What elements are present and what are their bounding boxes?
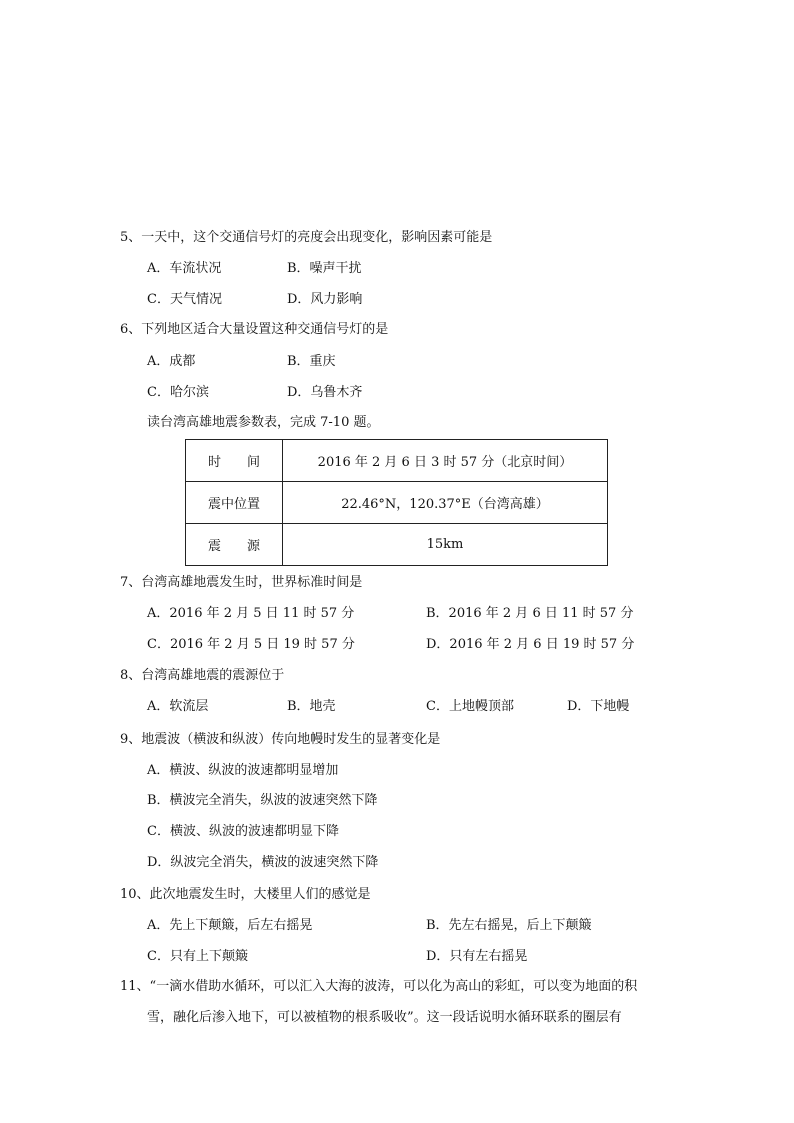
question-11-stem-line-1: 11、“一滴水借助水循环，可以汇入大海的波涛，可以化为高山的彩虹，可以变为地面的积 [120, 979, 638, 994]
question-10-option-c: C．只有上下颠簸 [147, 949, 248, 964]
question-8-stem: 8、台湾高雄地震的震源位于 [120, 668, 285, 683]
table-value-time: 2016 年 2 月 6 日 3 时 57 分（北京时间） [283, 440, 608, 482]
question-7-stem: 7、台湾高雄地震发生时，世界标准时间是 [120, 575, 363, 590]
question-9-stem: 9、地震波（横波和纵波）传向地幔时发生的显著变化是 [120, 732, 441, 747]
table-intro: 读台湾高雄地震参数表，完成 7-10 题。 [147, 415, 380, 430]
question-9-option-b: B．横波完全消失，纵波的波速突然下降 [147, 793, 378, 808]
table-row [186, 482, 608, 524]
question-8-option-d: D．下地幔 [567, 699, 630, 714]
table-row [186, 524, 608, 566]
question-6-option-d: D．乌鲁木齐 [287, 385, 363, 400]
question-7-option-c: C．2016 年 2 月 5 日 19 时 57 分 [147, 637, 355, 652]
earthquake-parameter-table [185, 439, 608, 566]
question-5-option-a: A．车流状况 [147, 261, 222, 276]
question-10-option-a: A．先上下颠簸，后左右摇晃 [147, 918, 313, 933]
question-6-option-c: C．哈尔滨 [147, 385, 209, 400]
table-row [186, 440, 608, 482]
question-5-stem: 5、一天中，这个交通信号灯的亮度会出现变化，影响因素可能是 [120, 230, 493, 245]
table-value-epicenter: 22.46°N，120.37°E（台湾高雄） [283, 482, 608, 524]
question-9-option-c: C．横波、纵波的波速都明显下降 [147, 824, 339, 839]
question-10-option-b: B．先左右摇晃，后上下颠簸 [426, 918, 592, 933]
question-10-option-d: D．只有左右摇晃 [426, 949, 528, 964]
question-6-option-b: B．重庆 [287, 354, 336, 369]
question-5-option-d: D．风力影响 [287, 292, 363, 307]
table-value-focus: 15km [283, 524, 608, 566]
table-key-epicenter: 震中位置 [186, 482, 283, 524]
table-key-focus: 震 源 [186, 524, 283, 566]
question-9-option-d: D．纵波完全消失，横波的波速突然下降 [147, 855, 379, 870]
question-6-option-a: A．成都 [147, 354, 196, 369]
question-7-option-a: A．2016 年 2 月 5 日 11 时 57 分 [147, 606, 355, 621]
question-7-option-b: B．2016 年 2 月 6 日 11 时 57 分 [426, 606, 634, 621]
table-key-time: 时 间 [186, 440, 283, 482]
question-6-stem: 6、下列地区适合大量设置这种交通信号灯的是 [120, 322, 389, 337]
question-5-option-b: B．噪声干扰 [287, 261, 362, 276]
question-11-stem-line-2: 雪，融化后渗入地下，可以被植物的根系吸收”。这一段话说明水循环联系的圈层有 [147, 1010, 622, 1025]
question-9-option-a: A．横波、纵波的波速都明显增加 [147, 763, 339, 778]
question-8-option-c: C．上地幔顶部 [426, 699, 514, 714]
question-8-option-a: A．软流层 [147, 699, 209, 714]
question-8-option-b: B．地壳 [287, 699, 336, 714]
question-10-stem: 10、此次地震发生时，大楼里人们的感觉是 [120, 887, 371, 902]
question-7-option-d: D．2016 年 2 月 6 日 19 时 57 分 [426, 637, 635, 652]
question-5-option-c: C．天气情况 [147, 292, 222, 307]
